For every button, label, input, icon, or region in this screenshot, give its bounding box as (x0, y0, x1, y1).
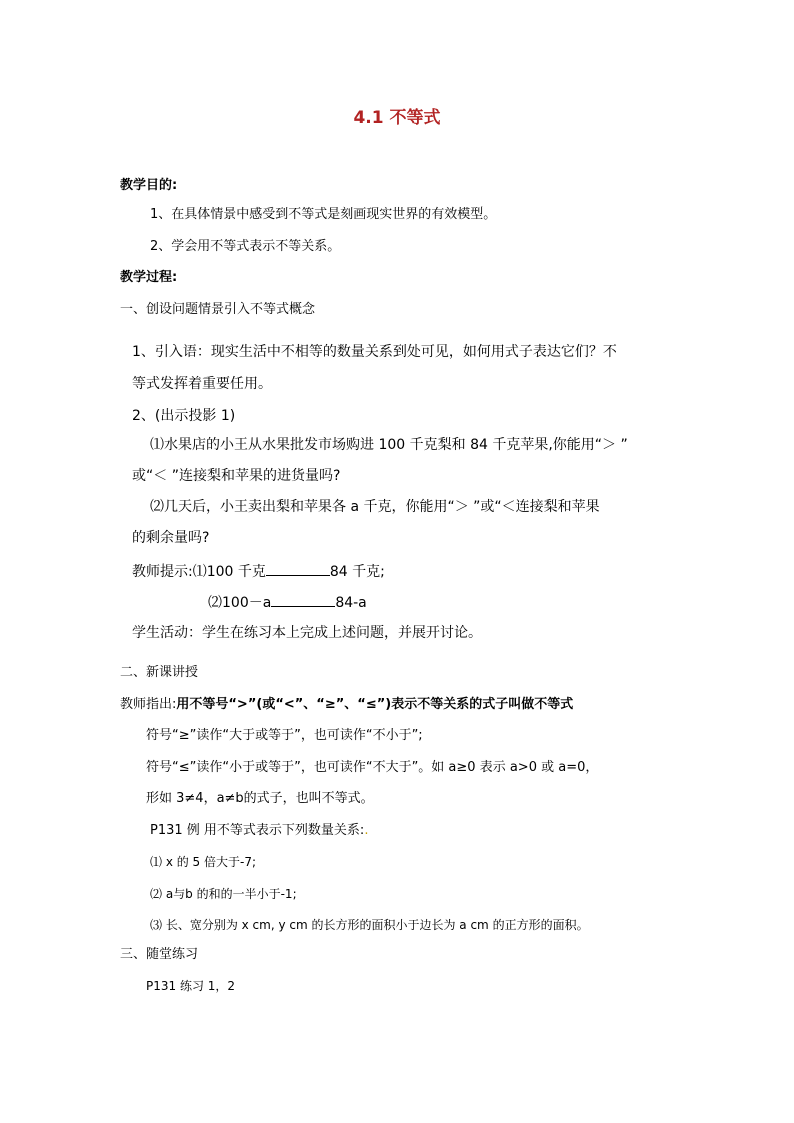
example-dot: . (364, 823, 369, 838)
definition-text: 用不等号“>”(或“<”、“≥”、“≤”)表示不等关系的式子叫做不等式 (176, 697, 574, 712)
definition-label: 教师指出: (120, 697, 177, 712)
definition-line (120, 696, 573, 714)
section1-heading: 一、创设问题情景引入不等式概念 (120, 302, 316, 317)
practice-reference: P131 练习 1，2 (146, 979, 236, 993)
hint-1-right: 84 千克; (329, 564, 385, 580)
section2-heading: 二、新课讲授 (120, 665, 199, 680)
objective-item: 2、学会用不等式表示不等关系。 (150, 239, 341, 254)
example-item: ⑶ 长、宽分别为 x cm, y cm 的长方形的面积小于边长为 a cm 的正方形的面积。 (150, 918, 589, 932)
process-heading: 教学过程: (120, 270, 178, 285)
question-1-line-2: 或“＜ ”连接梨和苹果的进货量吗? (132, 468, 341, 484)
question-2-line-1: ⑵几天后，小王卖出梨和苹果各 a 千克，你能用“＞ ”或“＜连接梨和苹果 (150, 499, 600, 515)
teacher-hint-1 (132, 562, 385, 581)
answer-blank (271, 593, 335, 607)
student-activity: 学生活动：学生在练习本上完成上述问题，并展开讨论。 (132, 625, 482, 641)
projection-label: 2、(出示投影 1) (132, 408, 236, 424)
example-item: ⑵ a与b 的和的一半小于-1; (150, 887, 297, 901)
example-text: P131 例 用不等式表示下列数量关系: (150, 823, 365, 838)
hint-2-right: 84-a (335, 595, 367, 611)
teacher-hint-2 (208, 593, 367, 612)
example-heading (150, 822, 368, 840)
example-item: ⑴ x 的 5 倍大于-7; (150, 855, 257, 869)
intro-line-2: 等式发挥着重要任用。 (132, 376, 272, 392)
objective-item: 1、在具体情景中感受到不等式是刻画现实世界的有效模型。 (150, 207, 497, 222)
hint-2-left: ⑵100－a (208, 595, 272, 611)
hint-1-left: ⑴100 千克 (192, 564, 266, 580)
section3-heading: 三、随堂练习 (120, 947, 199, 962)
symbol-ge-reading: 符号“≥”读作“大于或等于”，也可读作“不小于”; (146, 728, 423, 743)
answer-blank (266, 562, 330, 576)
page-title: 4.1 不等式 (353, 108, 441, 128)
intro-line-1: 1、引入语：现实生活中不相等的数量关系到处可见，如何用式子表达它们？不 (132, 344, 617, 360)
question-1-line-1: ⑴水果店的小王从水果批发市场购进 100 千克梨和 84 千克苹果,你能用“＞ ” (150, 437, 628, 453)
hint-label: 教师提示: (132, 564, 193, 580)
question-2-line-2: 的剩余量吗? (132, 530, 210, 546)
inequality-forms: 形如 3≠4，a≠b的式子，也叫不等式。 (146, 791, 374, 806)
symbol-le-reading: 符号“≤”读作“小于或等于”，也可读作“不大于”。如 a≥0 表示 a>0 或 a=0， (146, 760, 599, 775)
objectives-heading: 教学目的: (120, 178, 178, 193)
